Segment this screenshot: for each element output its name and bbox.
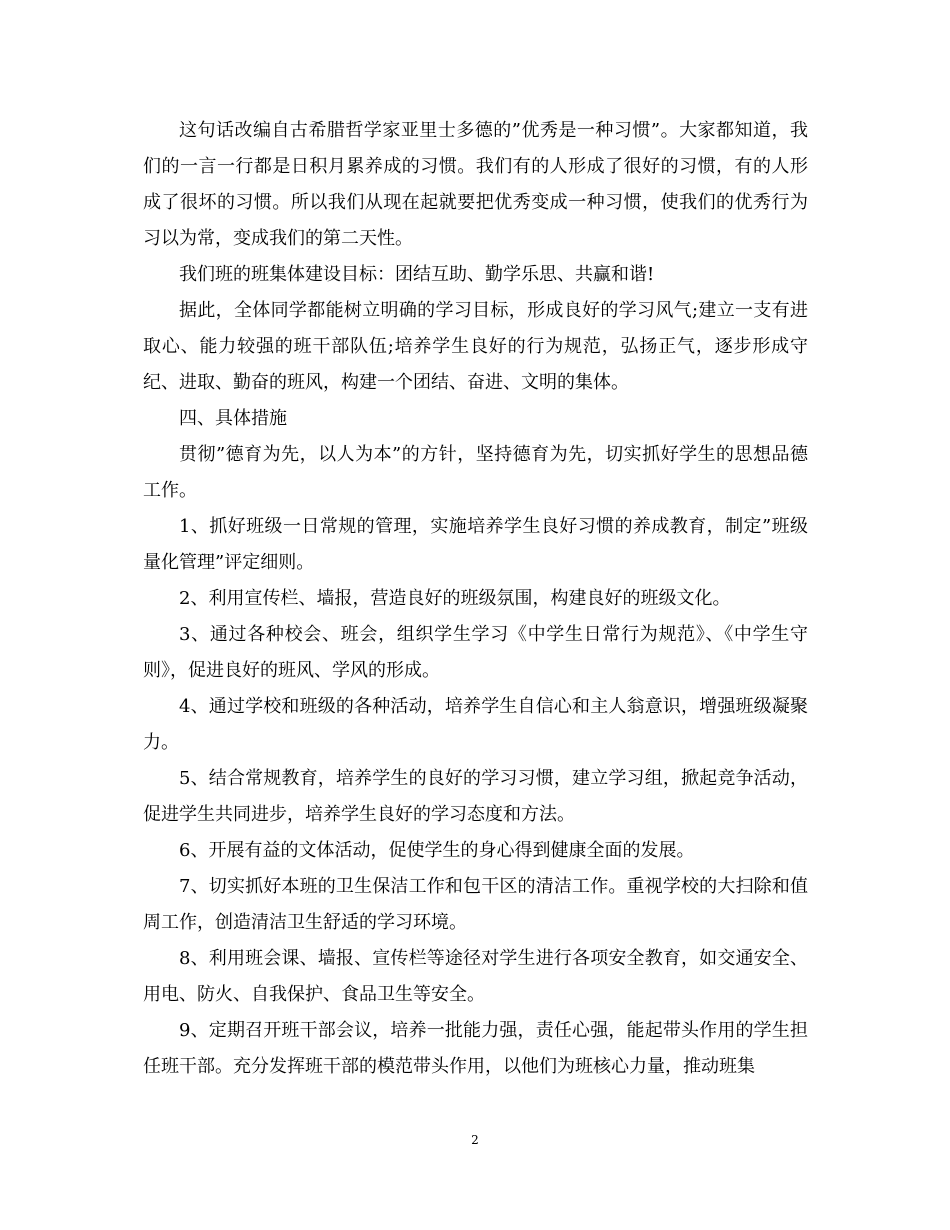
- measure-item-6: 6、开展有益的文体活动，促使学生的身心得到健康全面的发展。: [179, 840, 695, 861]
- paragraph-3: 据此，全体同学都能树立明确的学习目标，形成良好的学习风气;建立一支有进取心、能力较强的班干部队伍;培养学生良好的行为规范，弘扬正气，逐步形成守纪、进取、勤奋的班风，构建一个团结、奋进、文明的集体。: [143, 300, 808, 393]
- measure-item-9: 9、定期召开班干部会议，培养一批能力强，责任心强，能起带头作用的学生担任班干部。充分发挥班干部的模范带头作用，以他们为班核心力量，推动班集: [143, 1020, 808, 1077]
- paragraph-2: 我们班的班集体建设目标：团结互助、勤学乐思、共赢和谐!: [179, 264, 655, 285]
- measure-item-1: 1、抓好班级一日常规的管理，实施培养学生良好习惯的养成教育，制定”班级量化管理”评定细则。: [143, 516, 808, 573]
- measure-item-5: 5、结合常规教育，培养学生的良好的学习习惯，建立学习组，掀起竞争活动，促进学生共同进步，培养学生良好的学习态度和方法。: [143, 768, 808, 825]
- page-number: 2: [471, 1133, 479, 1147]
- measure-item-3: 3、通过各种校会、班会，组织学生学习《中学生日常行为规范》、《中学生守则》，促进良好的班风、学风的形成。: [143, 624, 808, 681]
- paragraph-5: 贯彻”德育为先，以人为本”的方针，坚持德育为先，切实抓好学生的思想品德工作。: [143, 444, 808, 501]
- section-heading: 四、具体措施: [179, 408, 287, 429]
- measure-item-7: 7、切实抓好本班的卫生保洁工作和包干区的清洁工作。重视学校的大扫除和值周工作，创造清洁卫生舒适的学习环境。: [143, 876, 808, 933]
- measure-item-2: 2、利用宣传栏、墙报，营造良好的班级氛围，构建良好的班级文化。: [179, 588, 731, 609]
- measure-item-8: 8、利用班会课、墙报、宣传栏等途径对学生进行各项安全教育，如交通安全、用电、防火、自我保护、食品卫生等安全。: [143, 948, 808, 1005]
- document-body: [143, 113, 808, 1085]
- paragraph-1: 这句话改编自古希腊哲学家亚里士多德的”优秀是一种习惯”。大家都知道，我们的一言一行都是日积月累养成的习惯。我们有的人形成了很好的习惯，有的人形成了很坏的习惯。所以我们从现在起就要把优秀变成一种习惯，使我们的优秀行为习以为常，变成我们的第二天性。: [143, 120, 808, 249]
- measure-item-4: 4、通过学校和班级的各种活动，培养学生自信心和主人翁意识，增强班级凝聚力。: [143, 696, 808, 753]
